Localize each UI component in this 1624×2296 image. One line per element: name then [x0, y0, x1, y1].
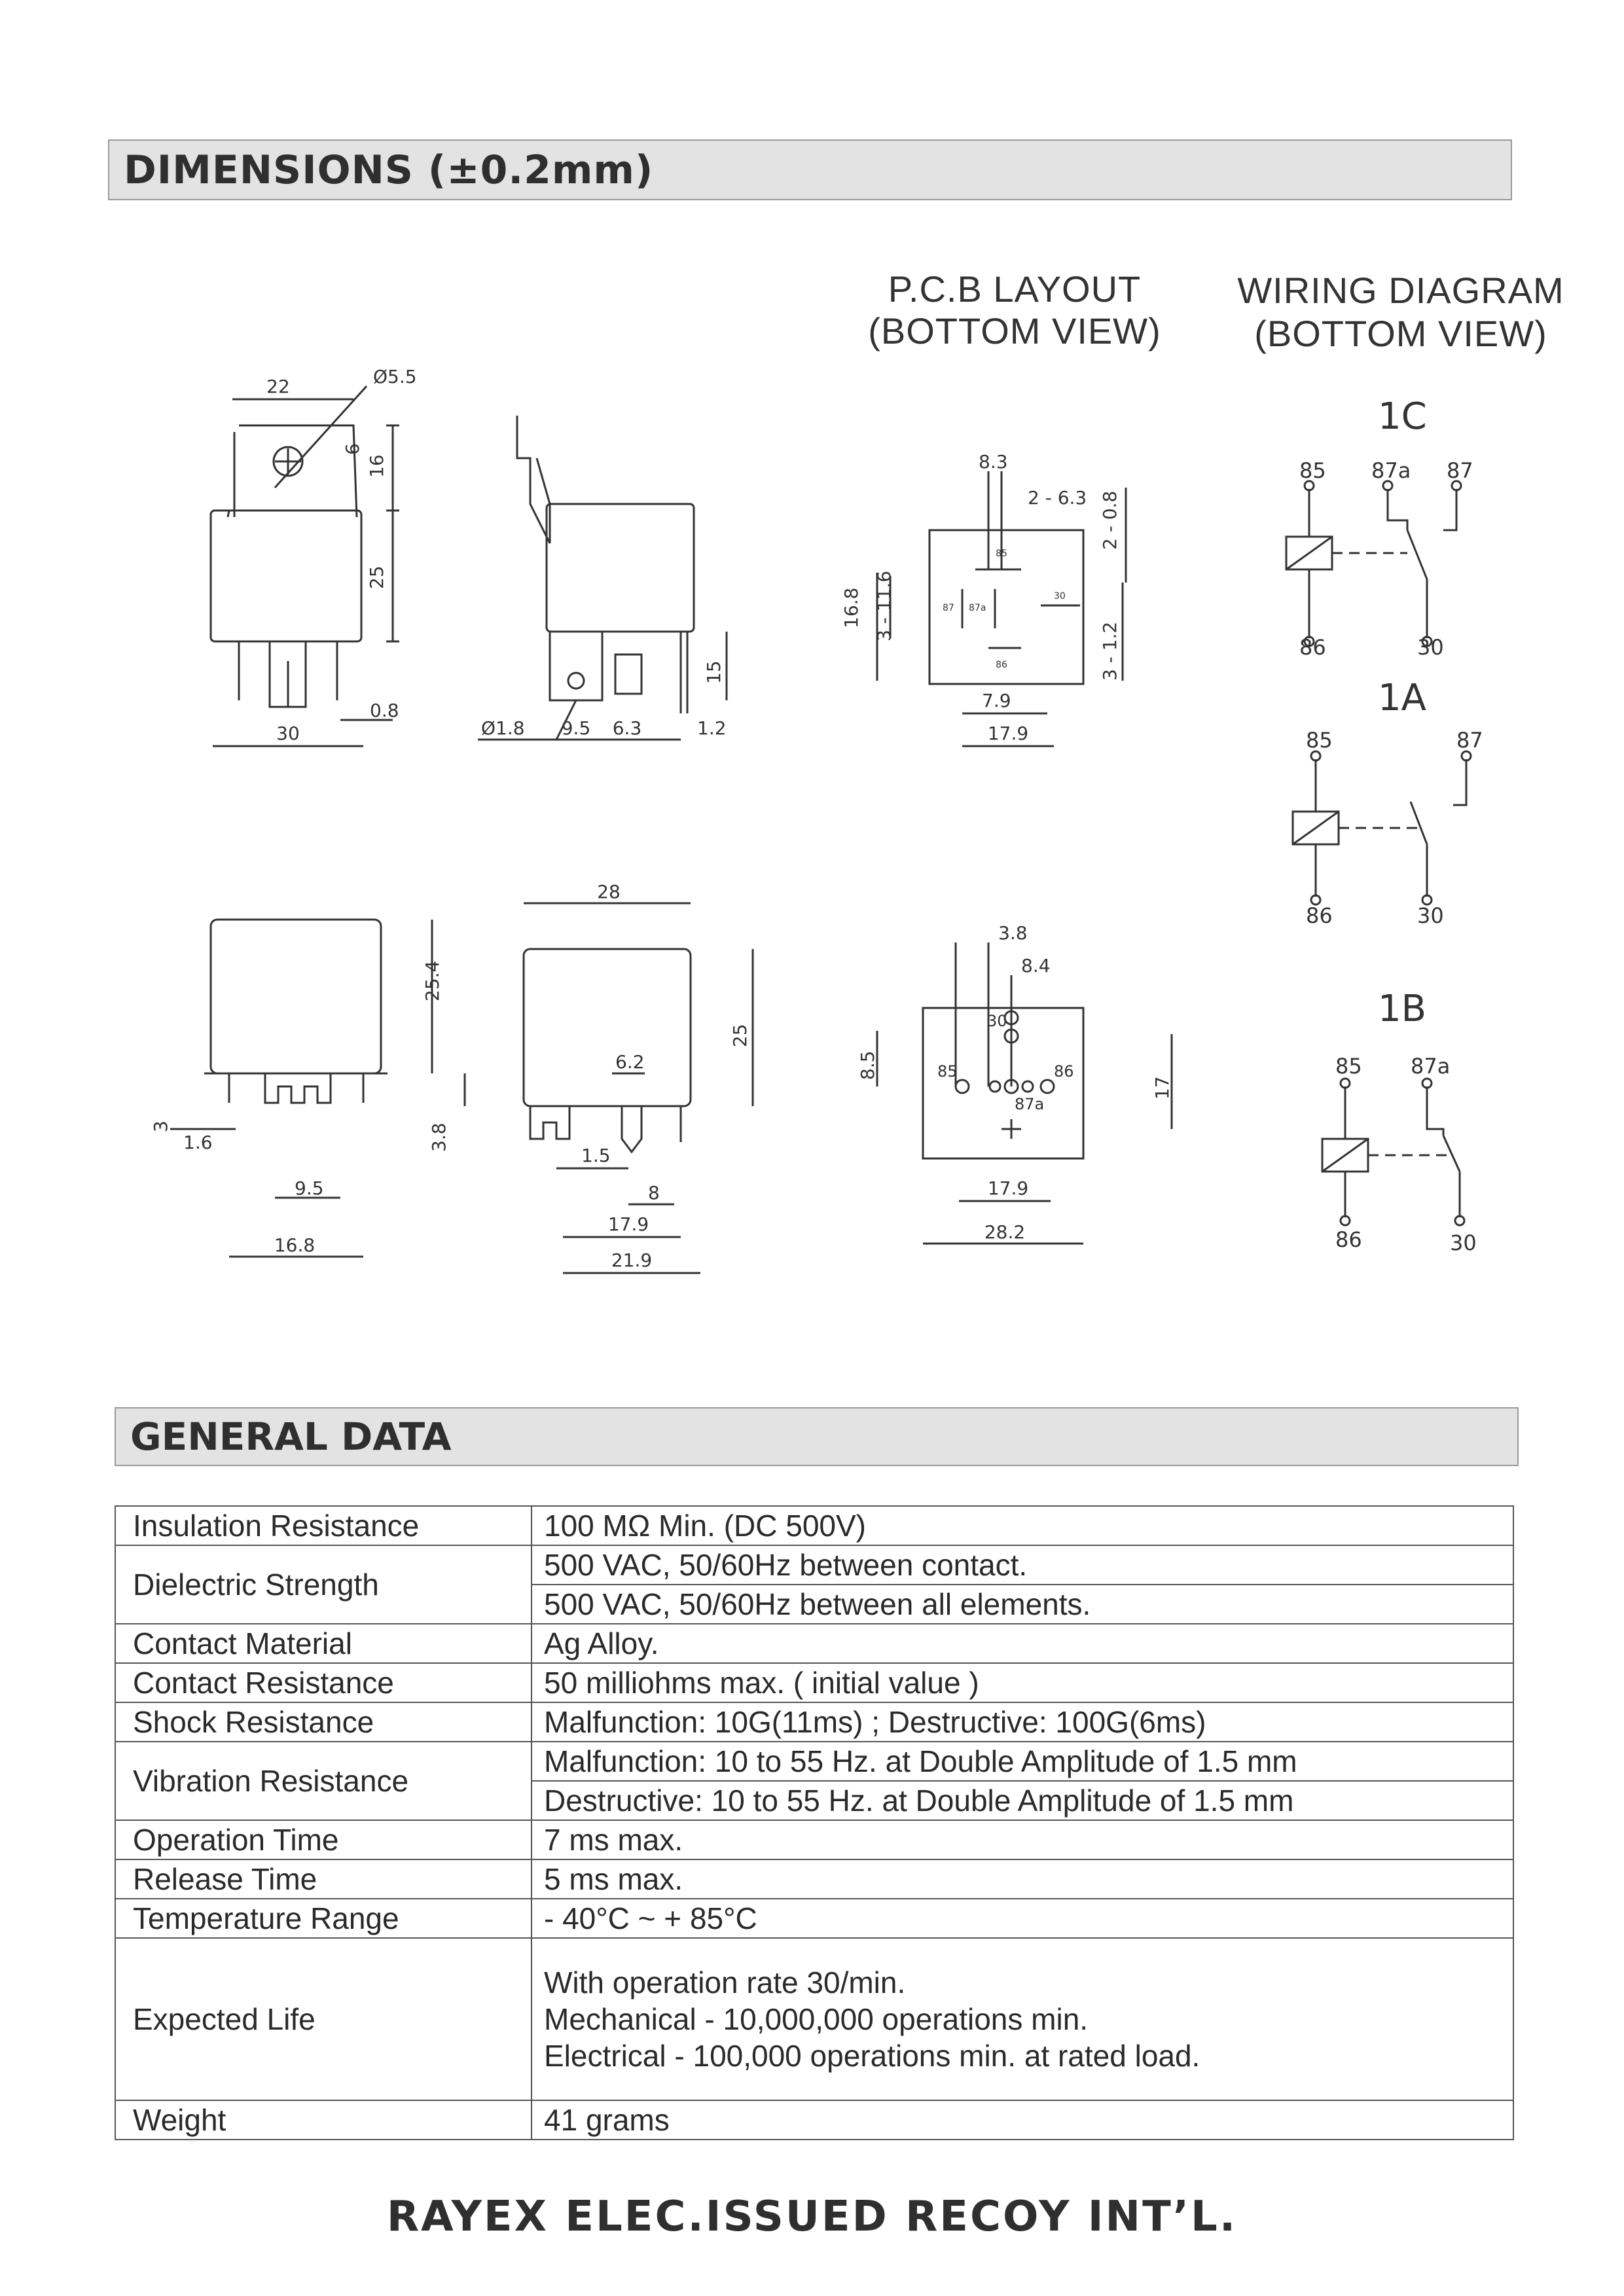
pcb-pin-86: 86	[996, 660, 1007, 670]
wiring-1c	[1286, 489, 1456, 638]
wiring-1a	[1293, 759, 1466, 897]
lowpcb-pin-86: 86	[1054, 1062, 1074, 1081]
table-row	[115, 1899, 1513, 1938]
row-value: 7 ms max.	[532, 1820, 1513, 1859]
table-row	[115, 1938, 1513, 2100]
wiring-1b-pin-87a: 87a	[1411, 1054, 1451, 1079]
dim-front-25: 25	[366, 565, 388, 589]
pcb-layout-subcaption: (BOTTOM VIEW)	[868, 310, 1161, 351]
dim-lowpcb-38: 3.8	[998, 922, 1028, 944]
wiring-1b-pin-30: 30	[1450, 1230, 1477, 1255]
table-row	[115, 1820, 1513, 1859]
row-label: Release Time	[115, 1859, 532, 1899]
wiring-1c-pin-85: 85	[1299, 458, 1326, 483]
dim-front-width: 22	[266, 376, 290, 397]
general-data-section-title: GENERAL DATA	[115, 1407, 1519, 1466]
dim-pcb-263: 2 - 6.3	[1028, 487, 1087, 509]
dim-pcb-312: 3 - 1.2	[1099, 621, 1121, 681]
dim-lowpcb-17: 17	[1151, 1076, 1173, 1100]
row-label: Shock Resistance	[115, 1702, 532, 1742]
wiring-1c-pin-86: 86	[1299, 635, 1326, 660]
pcb-pin-30: 30	[1054, 591, 1066, 601]
table-row	[115, 1702, 1513, 1742]
wiring-1b-pin-85: 85	[1335, 1054, 1362, 1079]
row-label: Contact Material	[115, 1624, 532, 1663]
wiring-1a-pin-87: 87	[1456, 728, 1483, 753]
dim-lowside-62: 6.2	[615, 1051, 645, 1073]
row-label: Operation Time	[115, 1820, 532, 1859]
dim-front-08: 0.8	[370, 700, 399, 721]
wiring-1a-pin-86: 86	[1306, 903, 1333, 928]
wiring-diagram-subcaption: (BOTTOM VIEW)	[1254, 313, 1547, 354]
pcb-pin-85: 85	[996, 548, 1007, 559]
table-row	[115, 1742, 1513, 1781]
dim-low-38: 3.8	[428, 1122, 450, 1152]
row-value: Malfunction: 10G(11ms) ; Destructive: 100G(6ms)	[532, 1702, 1513, 1742]
dim-front-30: 30	[276, 723, 300, 744]
dim-low-95: 9.5	[295, 1177, 324, 1199]
dim-pcb-3116: 3 - 11.6	[873, 570, 895, 641]
table-row	[115, 1624, 1513, 1663]
row-value: - 40°C ~ + 85°C	[532, 1899, 1513, 1938]
dimensions-section-title: DIMENSIONS (±0.2mm)	[108, 139, 1512, 200]
row-label: Contact Resistance	[115, 1663, 532, 1702]
lowpcb-pin-87a: 87a	[1015, 1095, 1045, 1113]
dim-side-pin: Ø1.8	[481, 717, 525, 739]
dim-pcb-83: 8.3	[979, 451, 1008, 473]
lowpcb-pin-85: 85	[937, 1062, 958, 1081]
dim-lowside-25: 25	[729, 1024, 751, 1047]
dim-lowside-219: 21.9	[611, 1249, 653, 1271]
wiring-1b-label: 1B	[1378, 988, 1427, 1030]
table-row	[115, 1859, 1513, 1899]
life-line: Electrical - 100,000 operations min. at rated load.	[544, 2039, 1200, 2073]
row-value	[532, 1938, 1513, 2100]
dim-side-63: 6.3	[612, 717, 642, 739]
side-view	[478, 416, 727, 740]
row-label: Expected Life	[115, 1938, 532, 2100]
dim-side-12: 1.2	[697, 717, 727, 739]
dim-pcb-208: 2 - 0.8	[1099, 490, 1121, 550]
row-value: 100 MΩ Min. (DC 500V)	[532, 1506, 1513, 1545]
dim-side-15: 15	[703, 660, 725, 684]
wiring-1a-pin-85: 85	[1306, 728, 1333, 753]
dim-low-168: 16.8	[274, 1234, 316, 1256]
dim-lowside-8: 8	[648, 1182, 660, 1204]
dim-side-95: 9.5	[561, 717, 591, 739]
dim-lowside-179: 17.9	[607, 1213, 649, 1235]
wiring-diagram-caption: WIRING DIAGRAM	[1237, 270, 1564, 311]
wiring-1c-label: 1C	[1378, 395, 1427, 438]
row-value: Ag Alloy.	[532, 1624, 1513, 1663]
row-label: Weight	[115, 2100, 532, 2140]
life-line: Mechanical - 10,000,000 operations min.	[544, 2002, 1089, 2036]
dim-lowpcb-282: 28.2	[984, 1221, 1026, 1243]
dim-pcb-168: 16.8	[840, 587, 862, 628]
dim-lowpcb-179: 17.9	[987, 1177, 1029, 1199]
row-value: 41 grams	[532, 2100, 1513, 2140]
pcb-layout-caption: P.C.B LAYOUT	[888, 268, 1142, 310]
table-row	[115, 1545, 1513, 1585]
table-row	[115, 1663, 1513, 1702]
dim-lowside-28: 28	[597, 881, 621, 903]
row-value: Malfunction: 10 to 55 Hz. at Double Amplitude of 1.5 mm	[532, 1742, 1513, 1781]
row-value: 5 ms max.	[532, 1859, 1513, 1899]
wiring-1a-pin-30: 30	[1417, 903, 1444, 928]
general-data-table	[115, 1505, 1514, 2140]
life-line: With operation rate 30/min.	[544, 1965, 906, 2000]
dim-low-3: 3	[150, 1121, 171, 1132]
wiring-1c-pin-87: 87	[1447, 458, 1473, 483]
dim-low-16: 1.6	[183, 1132, 213, 1153]
table-row	[115, 2100, 1513, 2140]
wiring-1b	[1322, 1086, 1460, 1217]
row-value: 50 milliohms max. ( initial value )	[532, 1663, 1513, 1702]
table-row	[115, 1506, 1513, 1545]
dim-front-hole: Ø5.5	[373, 366, 417, 387]
row-label: Vibration Resistance	[115, 1742, 532, 1820]
wiring-1a-label: 1A	[1378, 677, 1426, 719]
wiring-1b-pin-86: 86	[1335, 1227, 1362, 1252]
row-label: Insulation Resistance	[115, 1506, 532, 1545]
pcb-pin-87: 87	[943, 603, 954, 613]
pcb-pin-87a: 87a	[969, 603, 986, 613]
dim-lowpcb-85: 8.5	[857, 1050, 878, 1080]
dim-pcb-79: 7.9	[982, 690, 1011, 711]
row-value: 500 VAC, 50/60Hz between contact.	[532, 1545, 1513, 1585]
dim-pcb-179: 17.9	[987, 723, 1029, 744]
wiring-1c-pin-30: 30	[1417, 635, 1444, 660]
row-value: 500 VAC, 50/60Hz between all elements.	[532, 1585, 1513, 1624]
bottom-front-view	[170, 920, 465, 1257]
company-footer: RAYEX ELEC.ISSUED RECOY INT’L.	[386, 2193, 1238, 2241]
row-label: Dielectric Strength	[115, 1545, 532, 1624]
dim-front-16: 16	[366, 454, 388, 478]
dim-lowside-15: 1.5	[581, 1145, 611, 1166]
row-label: Temperature Range	[115, 1899, 532, 1938]
dim-low-254: 25.4	[422, 960, 443, 1001]
wiring-1c-pin-87a: 87a	[1371, 458, 1411, 483]
row-value: Destructive: 10 to 55 Hz. at Double Amplitude of 1.5 mm	[532, 1781, 1513, 1820]
dim-lowpcb-84: 8.4	[1021, 955, 1051, 977]
dim-front-6: 6	[342, 443, 363, 455]
lowpcb-pin-30: 30	[987, 1012, 1007, 1030]
